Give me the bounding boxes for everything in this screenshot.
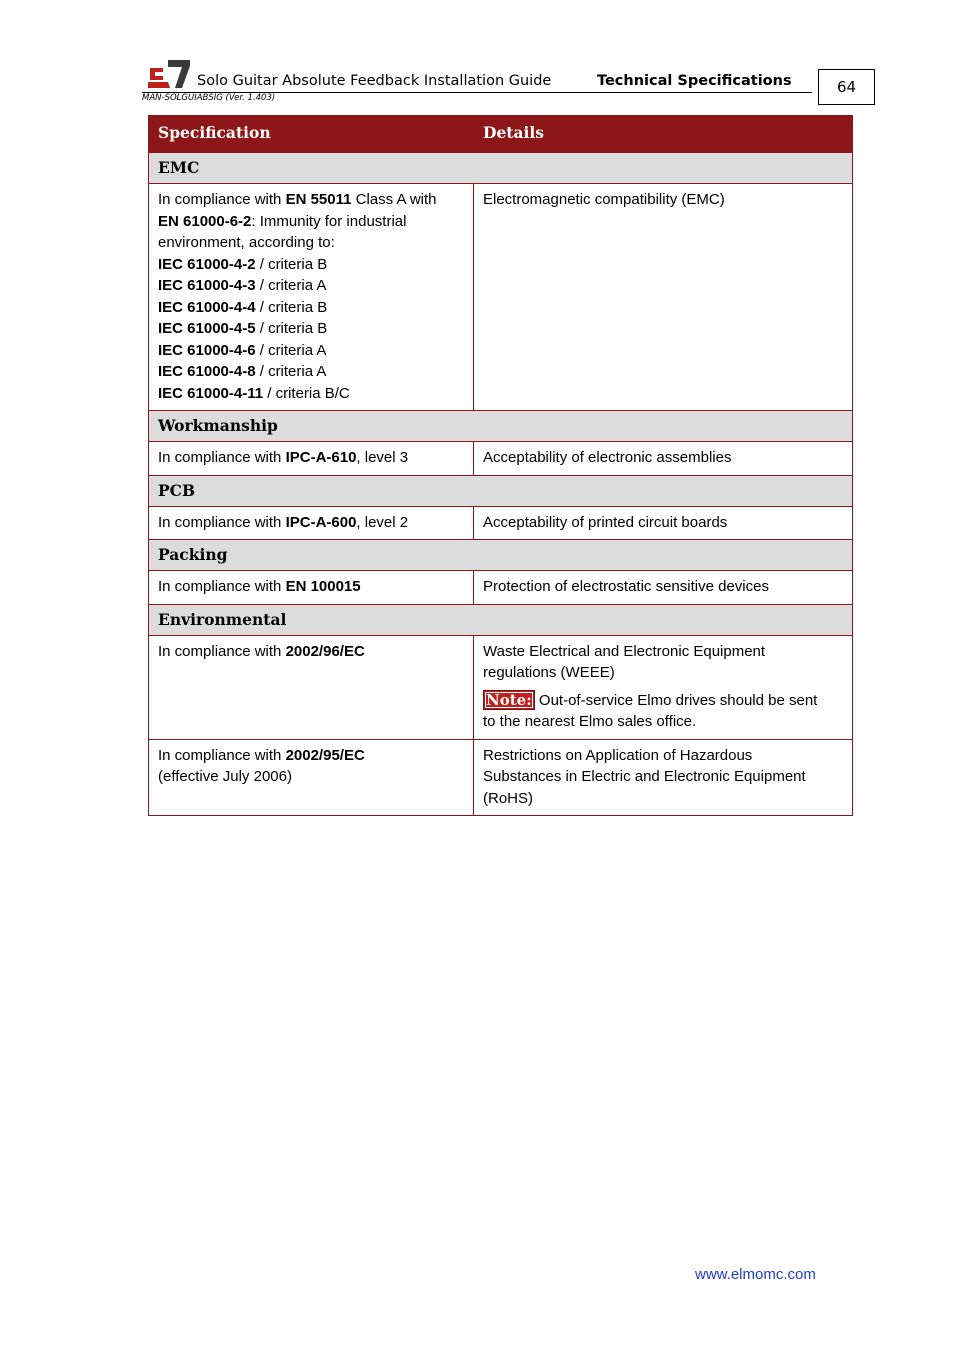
details-line: Substances in Electric and Electronic Equipment — [483, 768, 806, 785]
spec-line — [158, 189, 465, 211]
spec-cell — [149, 739, 474, 816]
elmo-logo-icon — [148, 58, 190, 88]
spec-line — [158, 318, 465, 340]
standard-name: EN 55011 — [285, 191, 352, 208]
spec-line — [158, 745, 465, 767]
spec-text: environment, according to: — [158, 234, 335, 251]
standard-name: 2002/96/EC — [285, 642, 365, 660]
group-title: Workmanship — [149, 411, 853, 442]
spec-line — [158, 254, 465, 276]
spec-cell — [149, 184, 474, 411]
note-text: Out-of-service Elmo drives should be sent — [534, 691, 818, 709]
spec-text: / criteria A — [255, 277, 327, 294]
details-cell: Electromagnetic compatibility (EMC) — [474, 184, 853, 411]
group-row-environmental — [149, 604, 853, 635]
spec-text: , level 2 — [356, 513, 409, 531]
spec-cell — [149, 571, 474, 605]
details-cell: Protection of electrostatic sensitive devices — [474, 571, 853, 605]
table-row — [149, 442, 853, 476]
spec-text: / criteria A — [255, 341, 327, 359]
document-title: Solo Guitar Absolute Feedback Installation Guide — [197, 73, 552, 89]
spec-text: In compliance with — [158, 513, 286, 531]
spec-line — [158, 340, 465, 362]
table-header-row — [149, 116, 853, 153]
standard-name: EN 61000-6-2 — [158, 212, 252, 230]
standard-name: IEC 61000-4-5 — [158, 320, 256, 337]
spec-line — [158, 641, 465, 663]
page-number: 64 — [818, 69, 875, 105]
details-line: regulations (WEEE) — [483, 664, 615, 681]
spec-line — [158, 361, 465, 383]
group-title: PCB — [149, 475, 853, 506]
spec-line — [158, 576, 465, 598]
spec-text: In compliance with — [158, 642, 286, 660]
spec-text: / criteria B — [255, 298, 328, 316]
spec-text: Class A with — [351, 191, 437, 208]
document-version: MAN-SOLGUIABSIG (Ver. 1.403) — [142, 93, 276, 103]
standard-name: IEC 61000-4-4 — [158, 298, 256, 316]
spec-line — [158, 383, 465, 405]
details-line: Restrictions on Application of Hazardous — [483, 746, 753, 764]
spec-line — [158, 297, 465, 319]
group-row-emc — [149, 153, 853, 184]
group-row-workmanship — [149, 411, 853, 442]
column-header-specification: Specification — [149, 116, 474, 153]
spec-text: / criteria A — [255, 363, 327, 380]
spec-text: In compliance with — [158, 191, 286, 208]
standard-name: EN 100015 — [285, 578, 361, 595]
details-line: Waste Electrical and Electronic Equipment — [483, 642, 766, 660]
spec-text: : Immunity for industrial — [251, 212, 407, 230]
spec-cell — [149, 506, 474, 540]
spec-text: , level 3 — [356, 449, 409, 466]
standard-name: IEC 61000-4-6 — [158, 341, 256, 359]
note — [483, 690, 844, 733]
spec-text: In compliance with — [158, 449, 286, 466]
section-title: Technical Specifications — [597, 73, 792, 89]
table-row — [149, 571, 853, 605]
column-header-details: Details — [474, 116, 853, 153]
note-text: to the nearest Elmo sales office. — [483, 713, 697, 730]
specifications-table — [148, 115, 853, 816]
standard-name: IEC 61000-4-3 — [158, 277, 256, 294]
spec-line — [158, 211, 465, 233]
spec-text: In compliance with — [158, 578, 286, 595]
spec-text: / criteria B/C — [263, 384, 350, 402]
standard-name: 2002/95/EC — [285, 746, 365, 764]
details-cell — [474, 739, 853, 816]
group-row-packing — [149, 540, 853, 571]
spec-text: / criteria B — [255, 320, 328, 337]
details-cell — [474, 635, 853, 739]
spec-cell — [149, 635, 474, 739]
standard-name: IPC-A-610 — [285, 449, 357, 466]
spec-text: / criteria B — [255, 255, 328, 273]
standard-name: IEC 61000-4-2 — [158, 255, 256, 273]
spec-cell — [149, 442, 474, 476]
details-cell: Acceptability of printed circuit boards — [474, 506, 853, 540]
spec-line — [158, 512, 465, 534]
table-row — [149, 739, 853, 816]
details-line: (RoHS) — [483, 789, 534, 807]
standard-name: IEC 61000-4-11 — [158, 384, 264, 402]
table-row — [149, 506, 853, 540]
spec-line — [158, 232, 465, 254]
spec-text: (effective July 2006) — [158, 768, 292, 785]
group-title: Packing — [149, 540, 853, 571]
spec-line — [158, 275, 465, 297]
table-row — [149, 635, 853, 739]
details-cell: Acceptability of electronic assemblies — [474, 442, 853, 476]
website-link[interactable]: www.elmomc.com — [695, 1266, 816, 1283]
standard-name: IEC 61000-4-8 — [158, 363, 256, 380]
group-title: EMC — [149, 153, 853, 184]
spec-text: In compliance with — [158, 746, 286, 764]
group-row-pcb — [149, 475, 853, 506]
spec-line — [158, 766, 465, 788]
group-title: Environmental — [149, 604, 853, 635]
page-header — [142, 56, 875, 106]
table-row — [149, 184, 853, 411]
note-label: Note: — [483, 690, 535, 710]
spec-line — [158, 447, 465, 469]
standard-name: IPC-A-600 — [285, 513, 357, 531]
